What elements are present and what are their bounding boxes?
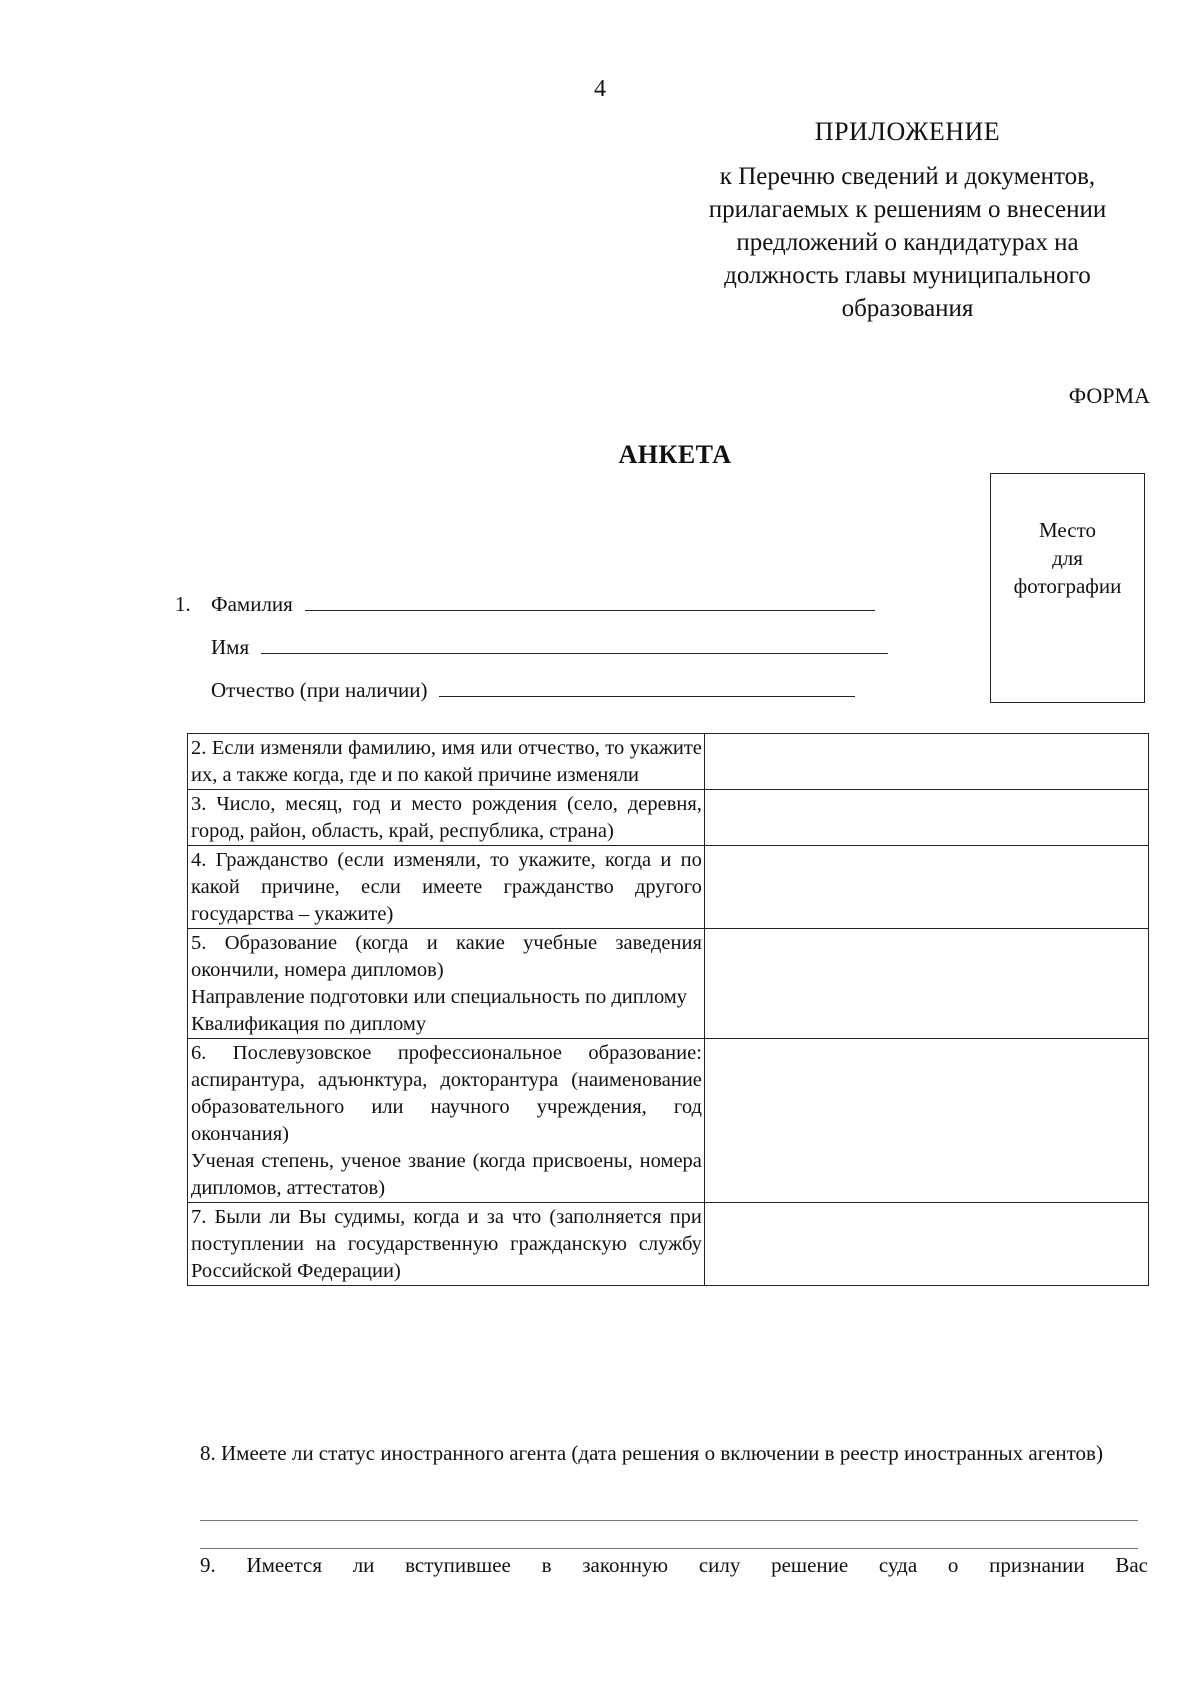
question-text: 4. Гражданство (если изменяли, то укажите, когда и по какой причине, если имеете гражданство другого государства – укажите) [191, 849, 702, 925]
photo-placeholder [990, 473, 1145, 703]
answer-cell[interactable] [704, 929, 1148, 1039]
answer-cell[interactable] [704, 734, 1148, 790]
item-8-text: 8. Имеете ли статус иностранного агента (дата решения о включении в реестр иностранных агентов) [200, 1441, 1103, 1465]
appendix-title: ПРИЛОЖЕНИЕ [814, 117, 1001, 146]
item-number: 1. [175, 592, 191, 616]
question-cell [188, 846, 705, 929]
answer-cell[interactable] [704, 790, 1148, 846]
page-number: 4 [594, 76, 606, 102]
table-row [188, 734, 1149, 790]
item-8-answer-line[interactable] [200, 1520, 1138, 1521]
question-text: Направление подготовки или специальность по диплому [191, 986, 688, 1008]
name-input-line[interactable] [261, 633, 888, 654]
question-cell [188, 1039, 705, 1203]
name-row [175, 633, 888, 660]
item-8-answer-line[interactable] [200, 1548, 1138, 1549]
table-row [188, 1039, 1149, 1203]
table-row [188, 790, 1149, 846]
appendix-subtitle [665, 160, 1150, 325]
patronymic-label: Отчество (при наличии) [211, 678, 428, 702]
table-row [188, 1203, 1149, 1286]
surname-input-line[interactable] [305, 590, 875, 611]
surname-row [175, 590, 875, 617]
patronymic-input-line[interactable] [439, 676, 855, 697]
question-text: 3. Число, месяц, год и место рождения (село, деревня, город, район, область, край, республика, страна) [191, 793, 702, 842]
table-row [188, 929, 1149, 1039]
appendix-subtitle-line: должность главы муниципального [724, 262, 1091, 289]
questionnaire-table [187, 733, 1149, 1286]
question-cell [188, 790, 705, 846]
photo-placeholder-line: Место [1039, 518, 1096, 542]
photo-placeholder-line: фотографии [1013, 574, 1122, 598]
document-title: АНКЕТА [618, 440, 732, 469]
photo-placeholder-line: для [1052, 546, 1083, 570]
question-text: 5. Образование (когда и какие учебные заведения окончили, номера дипломов) [191, 932, 702, 981]
question-text: 2. Если изменяли фамилию, имя или отчество, то укажите их, а также когда, где и по какой причине изменяли [191, 737, 702, 786]
question-cell [188, 929, 705, 1039]
question-cell [188, 1203, 705, 1286]
appendix-subtitle-line: образования [841, 295, 974, 322]
question-text: Ученая степень, ученое звание (когда присвоены, номера дипломов, аттестатов) [191, 1150, 702, 1199]
question-text: Квалификация по диплому [191, 1013, 427, 1035]
surname-label: Фамилия [211, 592, 293, 616]
answer-cell[interactable] [704, 846, 1148, 929]
answer-cell[interactable] [704, 1203, 1148, 1286]
name-label: Имя [211, 635, 250, 659]
question-text: 7. Были ли Вы судимы, когда и за что (заполняется при поступлении на государственную гражданскую службу Российской Федерации) [191, 1206, 702, 1282]
appendix-subtitle-line: к Перечню сведений и документов, [719, 163, 1096, 190]
answer-cell[interactable] [704, 1039, 1148, 1203]
patronymic-row [175, 676, 855, 703]
question-cell [188, 734, 705, 790]
question-text: 6. Послевузовское профессиональное образование: аспирантура, адъюнктура, докторантура (наименование образовательного или научного учреждения, год окончания) [191, 1042, 702, 1145]
appendix-subtitle-line: прилагаемых к решениям о внесении [708, 196, 1107, 223]
item-9-text: 9. Имеется ли вступившее в законную силу решение суда о признании Вас [200, 1553, 1148, 1577]
table-row [188, 846, 1149, 929]
appendix-subtitle-line: предложений о кандидатурах на [736, 229, 1079, 256]
form-label: ФОРМА [1068, 383, 1150, 408]
